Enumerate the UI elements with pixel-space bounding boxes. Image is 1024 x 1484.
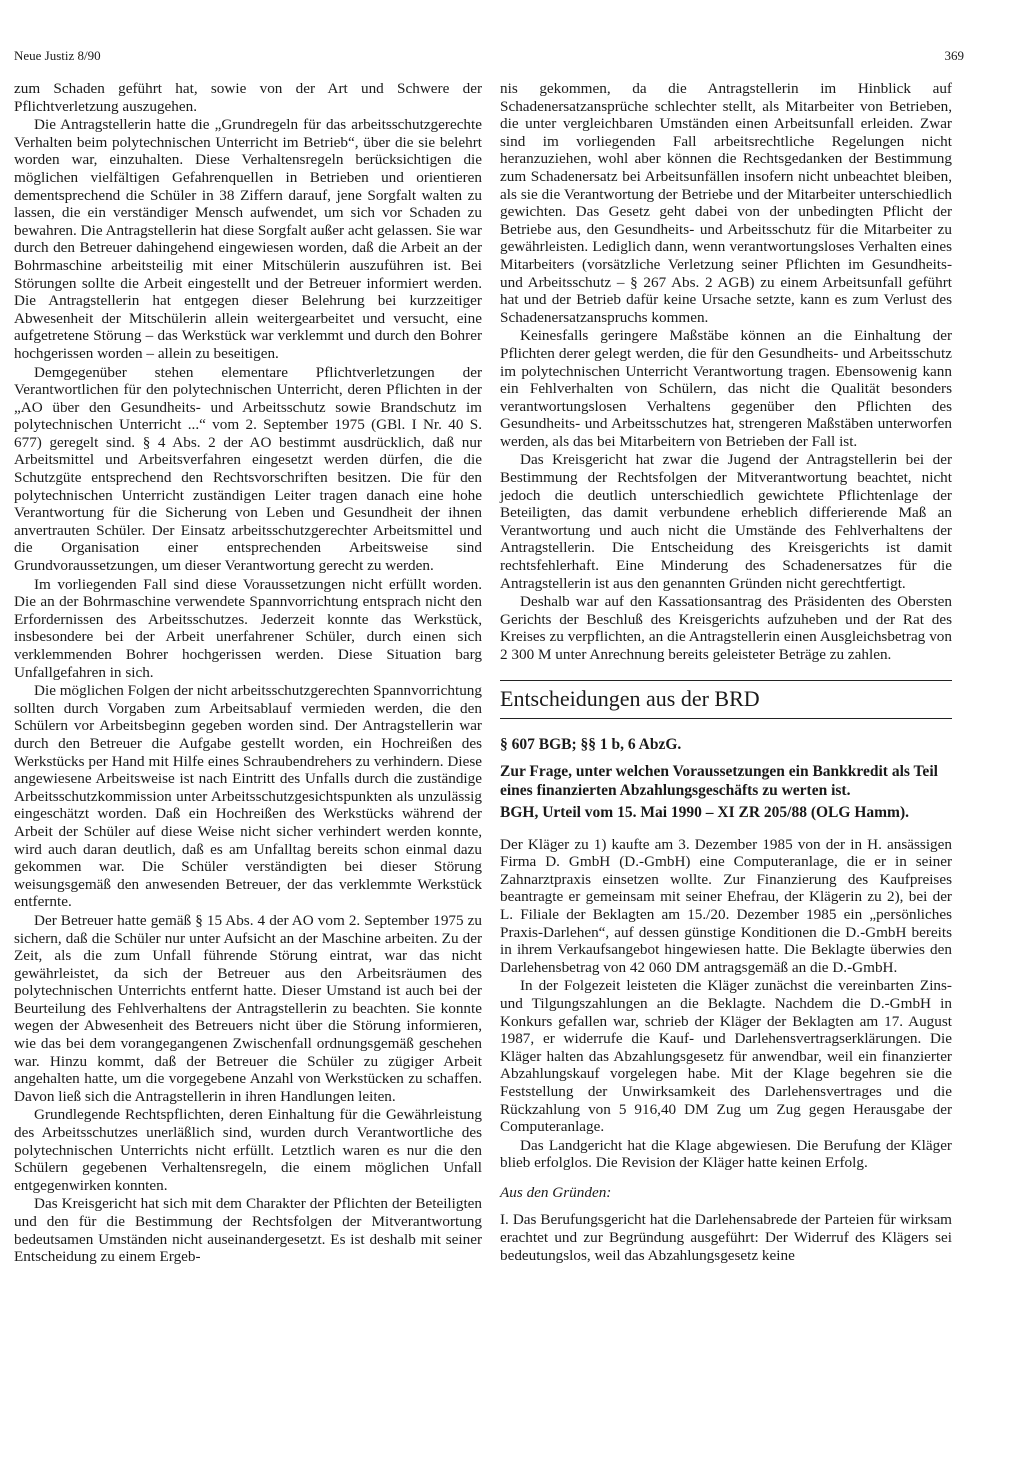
headnote-statutes: § 607 BGB; §§ 1 b, 6 AbzG. — [500, 735, 682, 753]
reasons-paragraph: I. Das Berufungsgericht hat die Darlehensabrede der Parteien für wirksam erachtet und zur Begründung ausgeführt: Der Widerruf des Klägers sei bedeutungslos, weil das Abzahlungsgesetz keine — [500, 1211, 952, 1264]
page-header — [14, 48, 964, 68]
paragraph: Keinesfalls geringere Maßstäbe können an die Einhaltung der Pflichten derer gelegt werden, die für den Gesundheits- und Arbeitsschutz im polytechnischen Unterricht Verantwortung tragen. Ebensowenig kann ein Fehlverhalten von Schülern, das nicht die Qualität besonders verantwortungslosen Verhaltens gegenüber den Pflichten des Gesundheits- und Arbeitsschutzes hat, strengeren Maßstäben unterworfen werden, als das bei Mitarbeitern von Betrieben der Fall ist. — [500, 327, 952, 450]
paragraph: Die möglichen Folgen der nicht arbeitsschutzgerechten Spannvorrichtung sollten durch Vorgaben zum Arbeitsablauf vermieden werden, die den Schülern vor Arbeitsbeginn gegeben worden sind. Der Antragstellerin war durch den Betreuer die Aufgabe gestellt worden, ein Hochreißen des Werkstücks per Hand mit Hilfe eines Schraubendrehers zu verhindern. Diese angewiesene Arbeitsweise ist nach Eintritt des Unfalls durch die zuständige Arbeitsschutzkommission unter Arbeitsschutzgesichtspunkten als unzulässig eingeschätzt worden. Daß ein Hochreißen des Werkstücks während der Arbeit der Schüler auf diese Weise nicht sicher verhindert werden konnte, wird auch daran deutlich, daß es am Unfalltag bereits schon einmal dazu gekommen war. Die Schüler verständigten bei dieser Störung weisungsgemäß den anwesenden Betreuer, der das verklemmte Werkstück entfernte. — [14, 682, 482, 911]
paragraph: Deshalb war auf den Kassationsantrag des Präsidenten des Obersten Gerichts der Beschluß des Kreisgerichts aufzuheben und der Rat des Kreises zu verpflichten, an die Antragstellerin einen Ausgleichsbetrag von 2 300 M unter Anrechnung bereits geleisteter Beträge zu zahlen. — [500, 593, 952, 663]
case-paragraph: Das Landgericht hat die Klage abgewiesen. Die Berufung der Kläger blieb erfolglos. Die Revision der Kläger hatte keinen Erfolg. — [500, 1136, 952, 1172]
paragraph: Das Kreisgericht hat sich mit dem Charakter der Pflichten der Beteiligten und den für die Bestimmung der Rechtsfolgen der Mitverantwortung bedeutsamen Umständen nicht auseinandergesetzt. Es ist deshalb mit seiner Entscheidung zu einem Ergeb- — [14, 1195, 482, 1266]
paragraph: Der Betreuer hatte gemäß § 15 Abs. 4 der AO vom 2. September 1975 zu sichern, daß die Schüler nur unter Aufsicht an der Maschine arbeiten. Zu der Zeit, als die zum Unfall führende Störung eintrat, war das nicht gewährleistet, da sich der Betreuer aus den Arbeitsräumen des polytechnischen Unterrichts entfernt hatte. Dieser Umstand ist auch bei der Beurteilung des Fehlverhaltens der Antragstellerin zu beachten. Sie konnte wegen der Abwesenheit des Betreuers nicht über die Störung informieren, wie das bei dem vorangegangenen Zwischenfall ordnungsgemäß geschehen war. Hinzu kommt, daß der Betreuer die Schüler zu zügiger Arbeit angehalten hatte, um die vorgegebene Anzahl von Werkstücken zu schaffen. Davon ließ sich die Antragstellerin in ihren Handlungen leiten. — [14, 911, 482, 1105]
reasons-heading: Aus den Gründen: — [500, 1183, 612, 1201]
case-paragraph: Der Kläger zu 1) kaufte am 3. Dezember 1985 von der in H. ansässigen Firma D. GmbH (D.-GmbH) eine Computeranlage, die er in seiner Zahnarztpraxis einsetzen wollte. Zur Finanzierung des Kaufpreises beantragte er gemeinsam mit seiner Ehefrau, der Klägerin zu 2), bei der L. Filiale der Beklagten am 15./20. Dezember 1985 ein „persönliches Praxis-Darlehen“, auf dessen günstige Konditionen die D.-GmbH bereits in ihrem Verkaufsangebot hingewiesen hatte. Die Beklagte überwies den Darlehensbetrag von 42 060 DM antragsgemäß an die D.-GmbH. — [500, 835, 952, 976]
section-title: Entscheidungen aus der BRD — [500, 685, 760, 711]
paragraph: Das Kreisgericht hat zwar die Jugend der Antragstellerin bei der Bestimmung der Rechtsfolgen der Mitverantwortung beachtet, nicht jedoch die deutlich unterschiedlich gewichtete Pflichtenlage der Beteiligten, das damit verbundene erheblich differierende Maß an Verantwortung und auch nicht die Umstände des Fehlverhaltens der Antragstellerin. Die Entscheidung des Kreisgerichts ist damit rechtsfehlerhaft. Eine Minderung des Schadenersatzes für die Antragstellerin ist aus den genannten Gründen nicht gerechtfertigt. — [500, 451, 952, 592]
paragraph: Im vorliegenden Fall sind diese Voraussetzungen nicht erfüllt worden. Die an der Bohrmaschine verwendete Spannvorrichtung entsprach nicht den Erfordernissen des Arbeitsschutzes. Jederzeit konnte das Werkstück, insbesondere bei der Arbeit unerfahrener Schüler, durch einen sich verklemmenden Bohrer hochgerissen werden. Diese Situation barg Unfallgefahren in sich. — [14, 575, 482, 681]
section-divider-top — [500, 680, 952, 681]
journal-title: Neue Justiz 8/90 — [14, 48, 101, 63]
headnote — [500, 735, 952, 822]
section-divider-bottom — [500, 718, 952, 719]
paragraph: Die Antragstellerin hatte die „Grundregeln für das arbeitsschutzgerechte Verhalten beim polytechnischen Unterricht im Betrieb“, über die sie belehrt worden war, einzuhalten. Diese Verhaltensregeln berücksichtigen die möglichen vielfältigen Gefahrenquellen in Betrieben und orientieren dementsprechend die Schüler in 38 Ziffern darauf, jene Sorgfalt walten zu lassen, die ein verständiger Mensch aufwendet, um sich vor Schaden zu bewahren. Die Antragstellerin hat diese Sorgfalt außer acht gelassen. Sie war durch den Betreuer dahingehend eingewiesen worden, daß die Arbeit an der Bohrmaschine arbeitsteilig mit einer Mitschülerin auszuführen ist. Bei Störungen sollte die Arbeit eingestellt und der Betreuer informiert werden. Die Antragstellerin hat entgegen dieser Belehrung bei kurzzeitiger Abwesenheit der Mitschülerin allein weitergearbeitet und versucht, eine aufgetretene Störung – das Werkstück war verklemmt und durch den Bohrer hochgerissen worden – allein zu beseitigen. — [14, 116, 482, 362]
headnote-court-citation: BGH, Urteil vom 15. Mai 1990 – XI ZR 205/88 (OLG Hamm). — [500, 803, 909, 821]
left-column — [14, 80, 482, 1267]
paragraph: Grundlegende Rechtspflichten, deren Einhaltung für die Gewährleistung des Arbeitsschutzes unerläßlich sind, wurden durch Verantwortliche des polytechnischen Unterrichts nicht erfüllt. Letztlich waren es nur die den Schülern gegebenen Verhaltensregeln, die einem möglichen Unfall entgegenwirken konnten. — [14, 1106, 482, 1194]
paragraph: nis gekommen, da die Antragstellerin im Hinblick auf Schadenersatzansprüche schlechter stellt, als Mitarbeiter von Betrieben, die unter vergleichbaren Umständen einen Arbeitsunfall erleiden. Zwar sind im vorliegenden Fall arbeitsrechtliche Regelungen nicht heranzuziehen, wohl aber können die Rechtsgedanken der Bestimmung zum Schadenersatz bei Arbeitsunfällen insofern nicht unbeachtet bleiben, als sie die Verantwortung der Betriebe und der Mitarbeiter unterschiedlich gewichten. Das Gesetz geht dabei von der unbedingten Pflicht der Betriebe aus, den Gesundheits- und Arbeitsschutz für die Mitarbeiter zu gewährleisten. Lediglich dann, wenn verantwortungsloses Verhalten eines Mitarbeiters (vorsätzliche Verletzung seiner Pflichten im Gesundheits- und Arbeitsschutz – § 267 Abs. 2 AGB) zu einem Arbeitsunfall geführt hat und der Betrieb dafür keine Ursache setzte, kann es zum Verlust des Schadenersatzanspruchs kommen. — [500, 80, 952, 326]
case-paragraph: In der Folgezeit leisteten die Kläger zunächst die vereinbarten Zins- und Tilgungszahlungen an die Beklagte. Nachdem die D.-GmbH in Konkurs gefallen war, schrieb der Kläger der Beklagten am 17. August 1987, er widerrufe die Kauf- und Darlehensvertragserklärungen. Die Kläger halten das Abzahlungsgesetz für anwendbar, weil ein finanzierter Abzahlungskauf vorgelegen habe. Mit der Klage begehren sie die Feststellung der Unwirksamkeit des Darlehensvertrages und die Rückzahlung von 5 916,40 DM Zug um Zug gegen Herausgabe der Computeranlage. — [500, 977, 952, 1136]
right-column — [500, 80, 952, 1265]
paragraph: zum Schaden geführt hat, sowie von der Art und Schwere der Pflichtverletzung auszugehen. — [14, 80, 482, 115]
paragraph: Demgegenüber stehen elementare Pflichtverletzungen der Verantwortlichen für den polytechnischen Unterricht, deren Pflichten in der „AO über den Gesundheits- und Arbeitsschutz sowie Brandschutz im polytechnischen Unterricht ...“ vom 2. September 1975 (GBl. I Nr. 40 S. 677) geregelt sind. § 4 Abs. 2 der AO bestimmt ausdrücklich, daß nur Arbeitsmittel und Arbeitsverfahren eingesetzt werden dürfen, die die Schutzgüte entsprechend den Rechtsvorschriften besitzen. Die für den polytechnischen Unterricht zuständigen Leiter tragen danach eine hohe Verantwortung für die Sicherung von Leben und Gesundheit der ihnen anvertrauten Schüler. Der Einsatz arbeitsschutzgerechter Arbeitsmittel und die Organisation einer entsprechenden Arbeitsweise sind Grundvoraussetzungen, um dieser Verantwortung gerecht zu werden. — [14, 363, 482, 575]
page-number: 369 — [944, 48, 964, 63]
headnote-question: Zur Frage, unter welchen Voraussetzungen ein Bankkredit als Teil eines finanzierten Abzahlungsgeschäfts zu werten ist. — [500, 762, 938, 799]
